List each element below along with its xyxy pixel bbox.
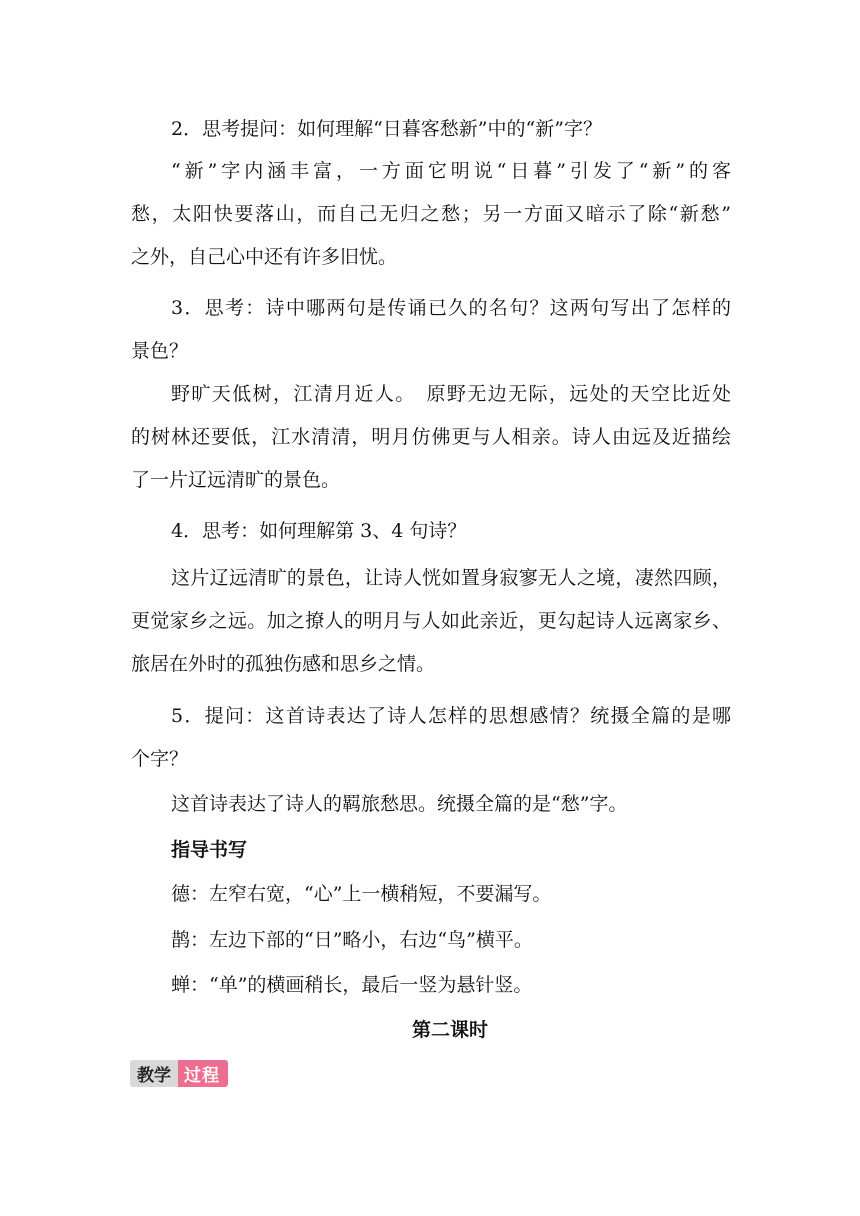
question-5-line-1: 5．提问：这首诗表达了诗人怎样的思想感情？统摄全篇的是哪	[171, 705, 731, 727]
answer-4-line-2: 更觉家乡之远。加之撩人的明月与人如此亲近，更勾起诗人远离家乡、	[131, 610, 731, 632]
answer-2-line-3: 之外，自己心中还有许多旧忧。	[131, 246, 398, 268]
section-title-second-lesson: 第二课时	[411, 1019, 488, 1041]
answer-2-line-2: 愁，太阳快要落山，而自己无归之愁；另一方面又暗示了除“新愁”	[131, 203, 731, 225]
question-3-line-2: 景色？	[131, 340, 189, 362]
question-4: 4．思考：如何理解第 3、4 句诗？	[171, 520, 467, 542]
answer-3-line-3: 了一片辽远清旷的景色。	[131, 469, 341, 491]
writing-item-que: 鹊：左边下部的“日”略小，右边“鸟”横平。	[171, 929, 533, 951]
answer-3-line-1: 野旷天低树，江清月近人。 原野无边无际，远处的天空比近处	[171, 383, 731, 405]
teaching-process-badge	[130, 1060, 228, 1087]
question-5-line-2: 个字？	[131, 748, 189, 770]
answer-4-line-1: 这片辽远清旷的景色，让诗人恍如置身寂寥无人之境，凄然四顾，	[171, 567, 731, 589]
writing-item-de: 德：左窄右宽，“心”上一横稍短，不要漏写。	[171, 883, 552, 905]
writing-guidance-heading: 指导书写	[171, 839, 248, 861]
answer-2-line-1: “新”字内涵丰富，一方面它明说“日暮”引发了“新”的客	[171, 160, 731, 182]
question-3-line-1: 3．思考：诗中哪两句是传诵已久的名句？这两句写出了怎样的	[171, 297, 731, 319]
answer-5: 这首诗表达了诗人的羁旅愁思。统摄全篇的是“愁”字。	[171, 793, 628, 815]
writing-item-chan: 蝉：“单”的横画稍长，最后一竖为悬针竖。	[171, 974, 533, 996]
answer-3-line-2: 的树林还要低，江水清清，明月仿佛更与人相亲。诗人由远及近描绘	[131, 426, 731, 448]
badge-label-teaching: 教学	[130, 1060, 178, 1087]
badge-label-process: 过程	[178, 1060, 228, 1087]
question-2: 2．思考提问：如何理解“日暮客愁新”中的“新”字？	[171, 118, 602, 140]
answer-4-line-3: 旅居在外时的孤独伤感和思乡之情。	[131, 653, 436, 675]
